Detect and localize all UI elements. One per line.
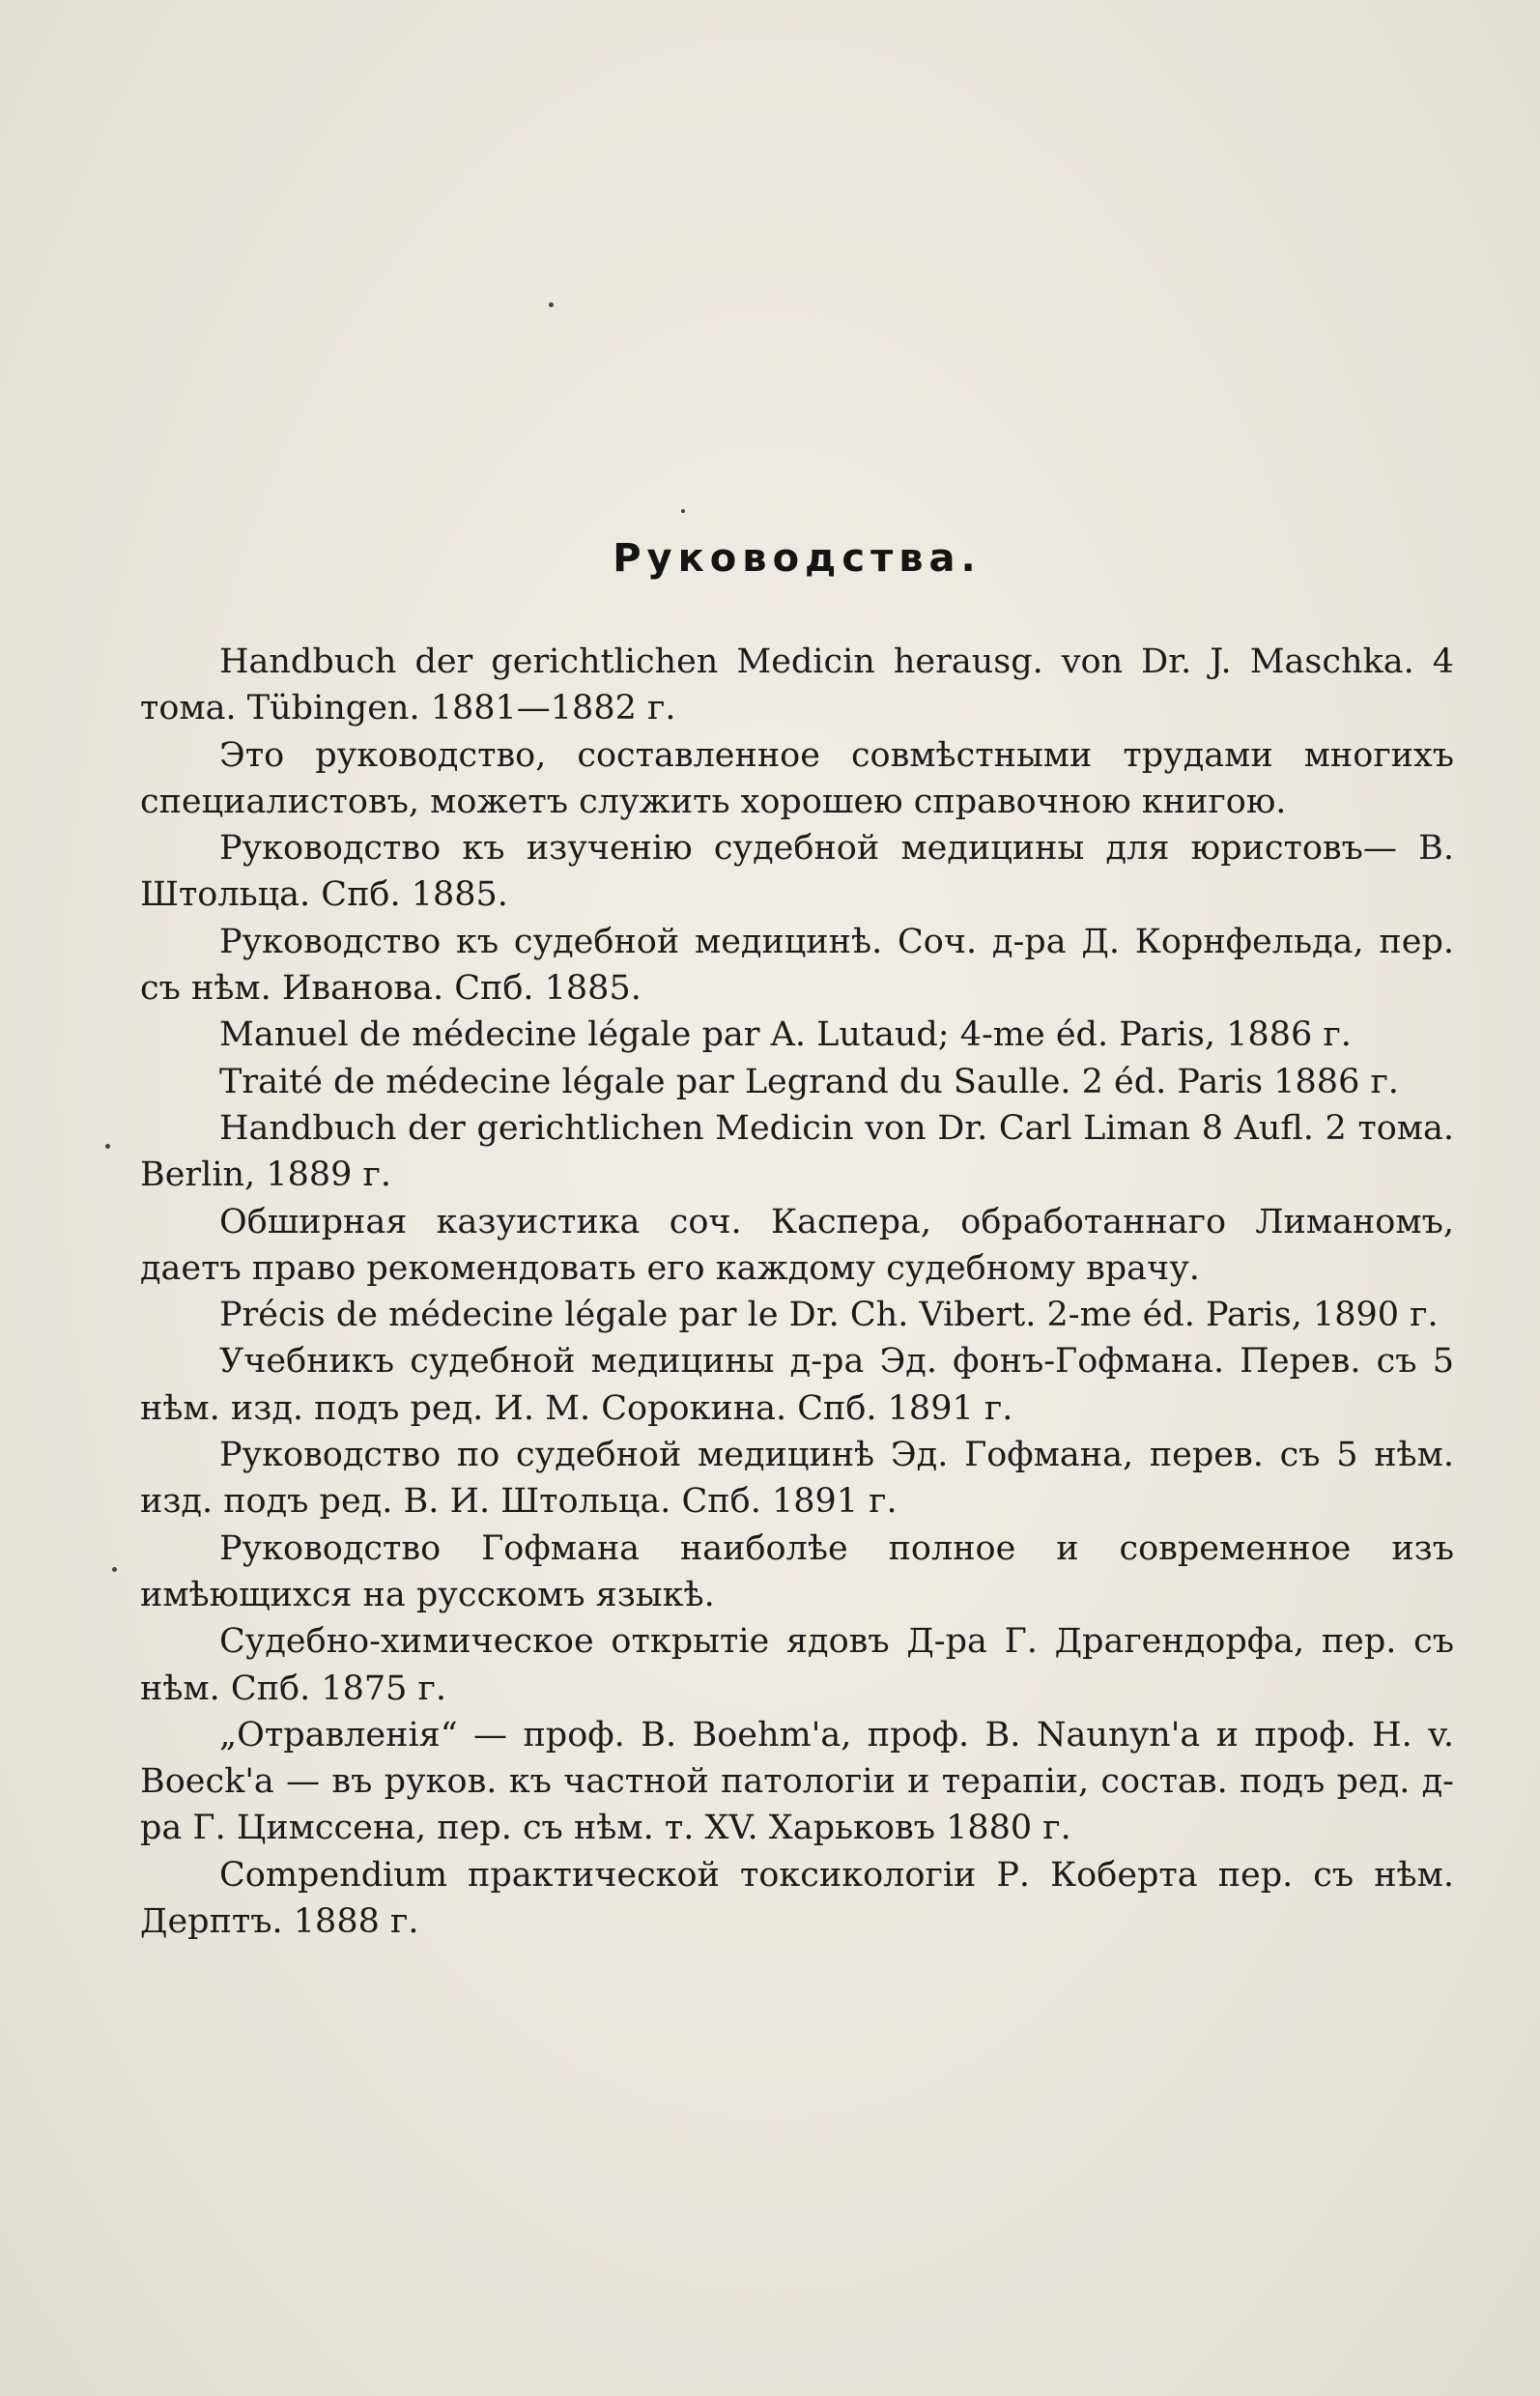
- entry-comment: Руководство Гофмана наиболѣе полное и современное изъ имѣющихся на русскомъ языкѣ.: [140, 1528, 1454, 1614]
- print-speck: [112, 1567, 117, 1572]
- print-speck: [549, 302, 554, 307]
- entry-comment: Это руководство, составленное совмѣстными трудами многихъ специалистовъ, можетъ служить хорошею справочною книгою.: [140, 735, 1454, 821]
- print-speck: [681, 509, 685, 513]
- print-speck: [105, 1144, 110, 1149]
- bibliography-entry: Précis de médecine légale par le Dr. Ch. Vibert. 2-me éd. Paris, 1890 г.: [219, 1296, 1439, 1335]
- bibliography-entry: Manuel de médecine légale par A. Lutaud; 4-me éd. Paris, 1886 г.: [219, 1015, 1352, 1055]
- bibliography-entry: Руководство къ изученію судебной медицины для юристовъ— В. Штольца. Спб. 1885.: [140, 829, 1454, 915]
- bibliography-entry: Руководство по судебной медицинѣ Эд. Гофмана, перев. съ 5 нѣм. изд. подъ ред. В. И. Штольца. Спб. 1891 г.: [140, 1436, 1454, 1522]
- page-heading: Руководства.: [613, 536, 982, 581]
- bibliography-entry: Traité de médecine légale par Legrand du Saulle. 2 éd. Paris 1886 г.: [219, 1062, 1399, 1101]
- bibliography-entry: „Отравленія“ — проф. В. Boehm'а, проф. В. Naunyn'а и проф. Н. v. Boeck'а — въ руков. къ частной патологіи и терапіи, состав. подъ ред. д-ра Г. Цимссена, пер. съ нѣм. т. XV. Харьковъ 1880 г.: [140, 1715, 1454, 1848]
- entry-comment: Обширная казуистика соч. Каспера, обработаннаго Лиманомъ, даетъ право рекомендовать его каждому судебному врачу.: [140, 1202, 1454, 1288]
- bibliography-entry: Судебно-химическое открытіе ядовъ Д-ра Г. Драгендорфа, пер. съ нѣм. Спб. 1875 г.: [140, 1622, 1454, 1708]
- bibliography-entry: Handbuch der gerichtlichen Medicin herausg. von Dr. J. Maschka. 4 тома. Tübingen. 1881—1882 г.: [140, 642, 1454, 728]
- page-content: [140, 536, 1454, 1945]
- bibliography-entry: Руководство къ судебной медицинѣ. Соч. д-ра Д. Корнфельда, пер. съ нѣм. Иванова. Спб. 1885.: [140, 922, 1454, 1009]
- bibliography-entry: Handbuch der gerichtlichen Medicin von Dr. Carl Liman 8 Aufl. 2 тома. Berlin, 1889 г.: [140, 1108, 1454, 1195]
- bibliography-entry: Учебникъ судебной медицины д-ра Эд. фонъ-Гофмана. Перев. съ 5 нѣм. изд. подъ ред. И. М. Сорокина. Спб. 1891 г.: [140, 1342, 1454, 1428]
- bibliography-entry: Compendium практической токсикологіи Р. Коберта пер. съ нѣм. Дерптъ. 1888 г.: [140, 1855, 1454, 1942]
